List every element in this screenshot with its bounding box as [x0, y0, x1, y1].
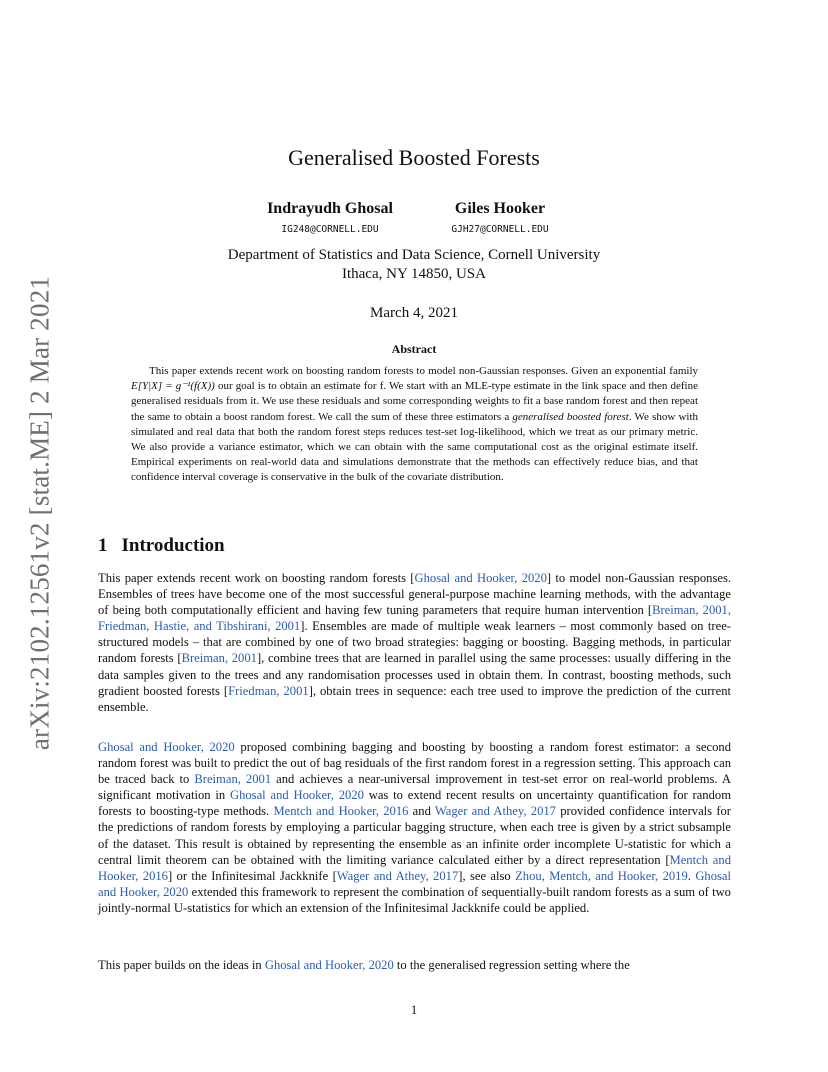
citation-link[interactable]: Ghosal and Hooker, 2020: [264, 958, 394, 972]
paper-date: March 4, 2021: [370, 305, 458, 321]
text: to the generalised regression setting where the: [393, 958, 630, 972]
citation-link[interactable]: Ghosal and Hooker, 2020: [98, 740, 235, 754]
page-number: 1: [410, 1003, 418, 1017]
citation-link[interactable]: Wager and Athey, 2017: [434, 804, 556, 819]
affiliation-line-1: Department of Statistics and Data Science, Cornell University: [227, 247, 601, 263]
abstract-part: This paper extends recent work on boosting random forests to model non-Gaussian responses. Given an exponential family: [149, 365, 698, 377]
abstract-text: [131, 364, 698, 486]
text: ], combine trees that are learned in parallel using the same processes: usually differing in the data samples given to the trees and any randomisation processes used in obtain them. In contrast, boosting methods, such gradient boosted forests [: [98, 651, 731, 698]
citation-link[interactable]: Breiman, 2001: [181, 651, 257, 666]
section-title: Introduction: [121, 535, 225, 556]
citation-link[interactable]: Zhou, Mentch, and Hooker, 2019: [515, 868, 688, 883]
text: .: [687, 868, 696, 883]
affiliation: [0, 246, 828, 284]
citation-link[interactable]: Ghosal and Hooker, 2020: [98, 868, 731, 899]
section-number: 1: [98, 535, 108, 556]
citation-link[interactable]: Breiman, 2001: [194, 772, 272, 787]
text: was to extend recent results on uncertainty quantification for random forests to boosting-type methods.: [98, 788, 731, 819]
text: and: [408, 804, 435, 819]
arxiv-identifier: arXiv:2102.12561v2 [stat.ME] 2 Mar 2021: [24, 275, 55, 751]
citation-link[interactable]: Friedman, 2001: [228, 683, 309, 698]
author-name: Giles Hooker: [454, 200, 546, 217]
section-heading: [98, 535, 225, 557]
abstract-part: . We show with simulated and real data that both the random forest steps reduces test-set log-likelihood, which we treat as our primary metric. We also provide a variance estimator, which we can obtain with the same computational cost as the original estimate itself. Empirical experiments on real-world data and simulations demonstrate that the methods can effectively reduce bias, and that confidence interval coverage is conservative in the bulk of the covariate distribution.: [131, 410, 698, 484]
abstract-part: our goal is to obtain an estimate for f. We start with an MLE-type estimate in the link space and then define generalised residuals from it. We use these residuals and some corresponding weights to fit a base random forest and then repeat the same to obtain a boost random forest. We call the sum of these three estimators a: [131, 380, 698, 423]
text: ] to model non-Gaussian responses. Ensembles of trees have become one of the most successful general-purpose machine learning methods, with the advantage of being both computationally efficient and having few tuning parameters that require human intervention [: [98, 571, 731, 618]
text: provided confidence intervals for the predictions of random forests by employing a particular bagging structure, when each tree is given by a strict subsample of the dataset. This result is obtained by representing the ensemble as an infinite order incomplete U-statistic for which a central limit theorem can be obtained with the limiting variance calculated either by a direct representation [: [98, 804, 732, 867]
abstract-heading: Abstract: [391, 342, 437, 356]
author-block-2: [400, 200, 600, 235]
author-email: IG248@CORNELL.EDU: [281, 224, 379, 235]
text: ], obtain trees in sequence: each tree used to improve the prediction of the current ensemble.: [98, 683, 731, 714]
paper-title: Generalised Boosted Forests: [288, 145, 540, 170]
citation-link[interactable]: Ghosal and Hooker, 2020: [229, 788, 364, 803]
text: ] or the Infinitesimal Jackknife [: [167, 868, 337, 883]
intro-paragraph-2: [98, 739, 731, 916]
text: ]. Ensembles are made of multiple weak learners – most commonly based on tree-structured models – that are combined by one of two broad strategies: bagging or boosting. Bagging methods, in particular random forests [: [98, 619, 731, 666]
author-email: GJH27@CORNELL.EDU: [451, 224, 549, 235]
author-name: Indrayudh Ghosal: [267, 200, 393, 217]
citation-link[interactable]: Ghosal and Hooker, 2020: [414, 571, 547, 585]
intro-paragraph-3: [98, 957, 731, 973]
intro-paragraph-1: [98, 570, 731, 715]
abstract-formula: E[Y|X] = g⁻¹(f(X)): [131, 380, 215, 393]
citation-link[interactable]: Wager and Athey, 2017: [336, 868, 459, 883]
text: proposed combining bagging and boosting by boosting a random forest estimator: a second random forest was built to predict the out of bag residuals of the first random forest in a regression setting. This approach can be traced back to: [98, 740, 731, 787]
text: and achieves a near-universal improvement in test-set error on real-world problems. A significant motivation in: [98, 772, 732, 803]
citation-link[interactable]: Mentch and Hooker, 2016: [273, 804, 409, 819]
text: This paper builds on the ideas in: [98, 958, 265, 972]
affiliation-line-2: Ithaca, NY 14850, USA: [341, 266, 486, 282]
text: ], see also: [458, 868, 516, 883]
text: This paper extends recent work on boosting random forests [: [98, 571, 415, 585]
citation-link[interactable]: Mentch and Hooker, 2016: [98, 852, 731, 883]
citation-link[interactable]: Breiman, 2001, Friedman, Hastie, and Tibshirani, 2001: [98, 603, 731, 634]
abstract-emphasis: generalised boosted forest: [512, 410, 629, 423]
text: extended this framework to represent the combination of sequentially-built random forests as a sum of two jointly-normal U-statistics for which an extension of the Infinitesimal Jackknife could be applied.: [98, 884, 731, 915]
